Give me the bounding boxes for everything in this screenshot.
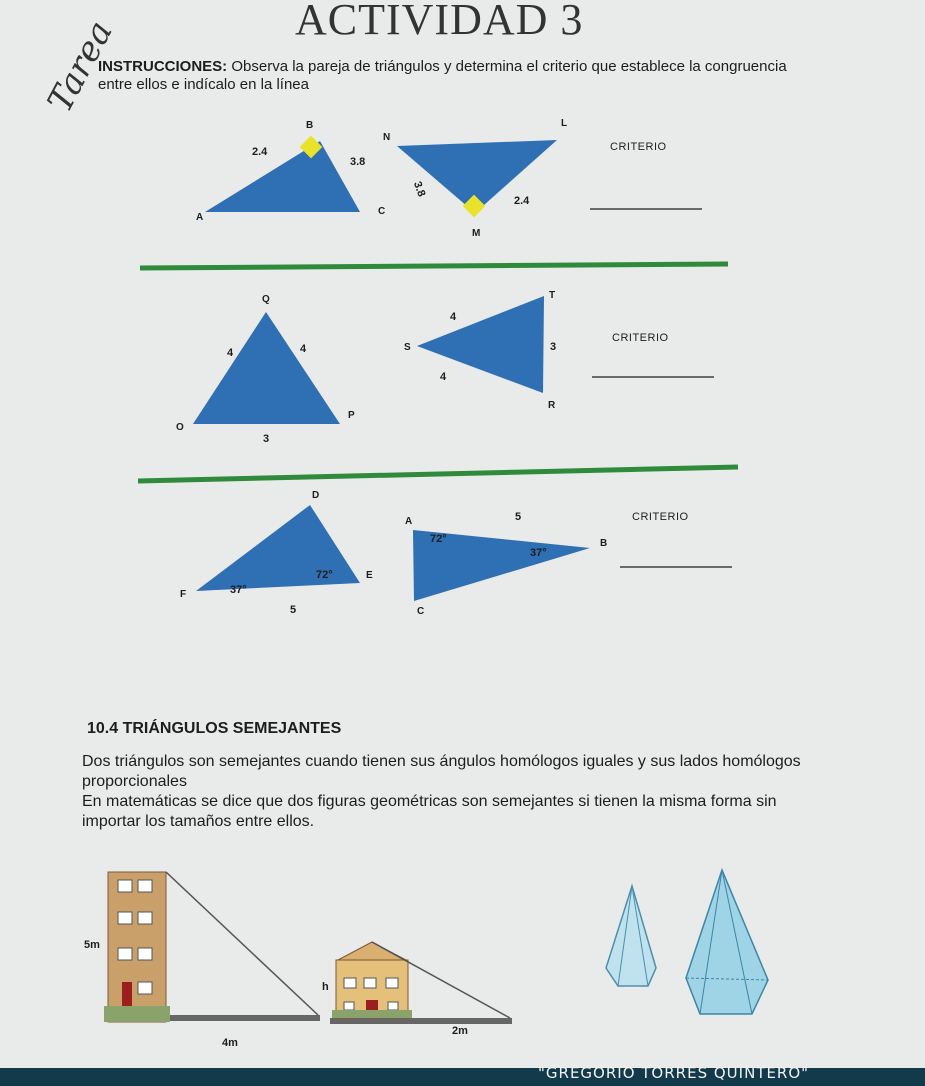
ground-building [150, 1015, 320, 1021]
exercise-2 [138, 290, 738, 481]
footer-school-name: "GREGORIO TORRES QUINTERO" [538, 1064, 810, 1082]
angle-e: 72° [316, 569, 333, 581]
triangle-dfe [196, 505, 360, 591]
angle-b: 37° [530, 547, 547, 559]
exercise-1 [140, 118, 728, 268]
divider-1 [140, 264, 728, 268]
large-pyramid [686, 870, 768, 1014]
instructions-text: Observa la pareja de triángulos y determina el criterio que establece la congruencia entre ellos e indícalo en la línea [98, 58, 787, 93]
side-op: 3 [263, 433, 270, 445]
triangle-tsr [417, 296, 544, 393]
side-ab: 2.4 [252, 146, 268, 158]
similarity-illustration [0, 850, 925, 1070]
criterio-label-1: CRITERIO [610, 141, 667, 153]
activity-title: ACTIVIDAD 3 [295, 0, 584, 44]
vertex-e: E [366, 570, 373, 581]
vertex-d: D [312, 490, 320, 501]
criterio-label-2: CRITERIO [612, 332, 669, 344]
vertex-p: P [348, 410, 355, 421]
building-height-label: 5m [84, 939, 100, 951]
criterio-label-3: CRITERIO [632, 511, 689, 523]
exercise-3 [180, 490, 732, 617]
vertex-c-3: C [417, 606, 425, 617]
vertex-a: A [196, 212, 204, 223]
vertex-f: F [180, 589, 187, 600]
section-title: 10.4 TRIÁNGULOS SEMEJANTES [87, 720, 342, 737]
side-qp: 4 [300, 343, 307, 355]
side-nm: 3.8 [410, 179, 428, 199]
side-tr: 3 [550, 341, 557, 353]
small-pyramid [606, 886, 656, 986]
side-ab-3: 5 [515, 511, 522, 523]
side-lm: 2.4 [514, 195, 530, 207]
vertex-b-3: B [600, 538, 608, 549]
angle-a: 72° [430, 533, 447, 545]
house-shadow-label: 2m [452, 1025, 468, 1037]
triangle-qop [193, 312, 340, 424]
building [104, 872, 170, 1022]
side-qo: 4 [227, 347, 234, 359]
side-fe: 5 [290, 604, 297, 616]
vertex-c: C [378, 206, 386, 217]
vertex-b: B [306, 120, 314, 131]
vertex-l: L [561, 118, 568, 129]
vertex-a-3: A [405, 516, 413, 527]
vertex-n: N [383, 132, 391, 143]
vertex-r: R [548, 400, 556, 411]
vertex-m: M [472, 228, 481, 239]
side-sr: 4 [440, 371, 447, 383]
side-bc: 3.8 [350, 156, 366, 168]
ground-house [330, 1018, 512, 1024]
angle-f: 37° [230, 584, 247, 596]
paragraph-geometry: En matemáticas se dice que dos figuras geométricas son semejantes si tienen la misma forma sin importar los tamaños entre ellos. [82, 793, 777, 830]
vertex-o: O [176, 422, 184, 433]
building-shadow-label: 4m [222, 1037, 238, 1049]
house-height-label: h [322, 981, 329, 993]
vertex-t: T [549, 290, 556, 301]
tarea-handwritten-label: Tarea [40, 14, 121, 119]
building-shadow-line [166, 872, 318, 1015]
divider-2 [138, 467, 738, 481]
instructions-label: INSTRUCCIONES: [98, 58, 228, 75]
side-st: 4 [450, 311, 457, 323]
vertex-q: Q [262, 294, 270, 305]
house [332, 942, 412, 1018]
paragraph-definition: Dos triángulos son semejantes cuando tienen sus ángulos homólogos iguales y sus lados homólogos proporcionales [82, 753, 801, 790]
vertex-s: S [404, 342, 411, 353]
triangle-abc [205, 141, 360, 212]
